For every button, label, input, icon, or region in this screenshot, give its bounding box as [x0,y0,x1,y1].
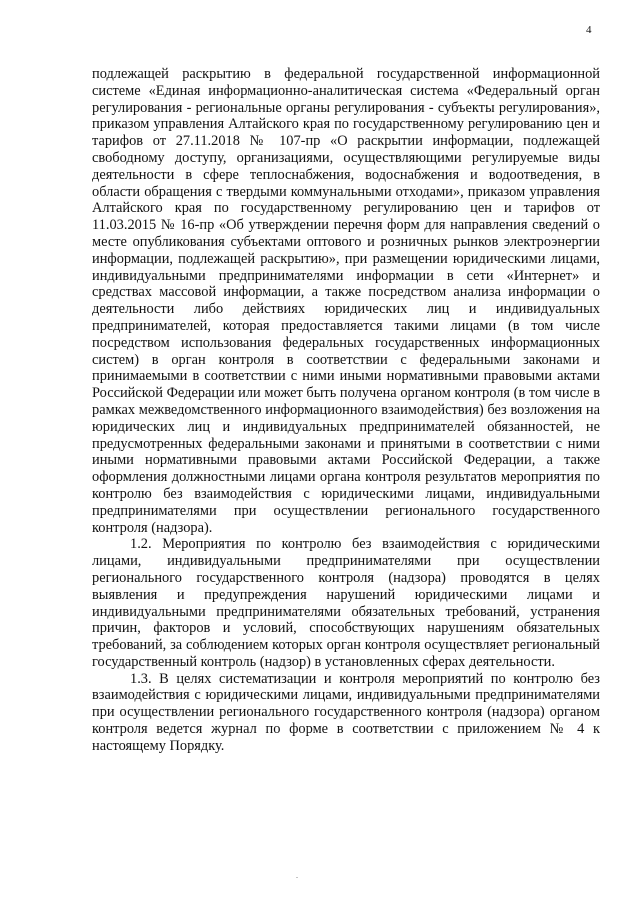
page-number: 4 [586,24,592,36]
document-body [92,66,600,755]
paragraph-continuation: подлежащей раскрытию в федеральной государственной информационной системе «Единая информационно-аналитическая система «Федеральный орган регулирования - региональные органы регулирования - субъекты регулирования», приказом управления Алтайского края по государственному регулированию цен и тарифов от 27.11.2018 № 107-пр «О раскрытии информации, подлежащей свободному доступу, организациями, осуществляющими регулируемые виды деятельности в сфере теплоснабжения, водоснабжения и водоотведения, в области обращения с твердыми коммунальными отходами», приказом управления Алтайского края по государственному регулированию цен и тарифов от 11.03.2015 № 16-пр «Об утверждении перечня форм для направления сведений о месте опубликования субъектами оптового и розничных рынков электроэнергии информации, подлежащей раскрытию», при размещении юридическими лицами, индивидуальными предпринимателями информации в сети «Интернет» и средствах массовой информации, а также посредством анализа информации о деятельности либо действиях юридических лиц и индивидуальных предпринимателей, которая предоставляется такими лицами (в том числе посредством использования федеральных государственных информационных систем) в орган контроля в соответствии с федеральными законами и принимаемыми в соответствии с ними иными нормативными правовыми актами Российской Федерации или может быть получена органом контроля (в том числе в рамках межведомственного информационного взаимодействия) без возложения на юридических лиц и индивидуальных предпринимателей обязанностей, не предусмотренных федеральными законами и принятыми в соответствии с ними иными нормативными правовыми актами Российской Федерации, а также оформления должностными лицами органа контроля результатов мероприятия по контролю без взаимодействия с юридическими лицами, индивидуальными предпринимателями при осуществлении регионального государственного контроля (надзора). [92,66,600,536]
paragraph-1-3: 1.3. В целях систематизации и контроля мероприятий по контролю без взаимодействия с юридическими лицами, индивидуальными предпринимателями при осуществлении регионального государственного контроля (надзора) органом контроля ведется журнал по форме в соответствии с приложением № 4 к настоящему Порядку. [92,670,600,754]
footer-mark: . [296,871,298,880]
paragraph-1-2: 1.2. Мероприятия по контролю без взаимодействия с юридическими лицами, индивидуальными предпринимателями при осуществлении регионального государственного контроля (надзора) проводятся в целях выявления и предупреждения нарушений юридическими лицами и индивидуальными предпринимателями обязательных требований, устранения причин, факторов и условий, способствующих нарушениям обязательных требований, за соблюдением которых орган контроля осуществляет региональный государственный контроль (надзор) в установленных сферах деятельности. [92,536,600,670]
